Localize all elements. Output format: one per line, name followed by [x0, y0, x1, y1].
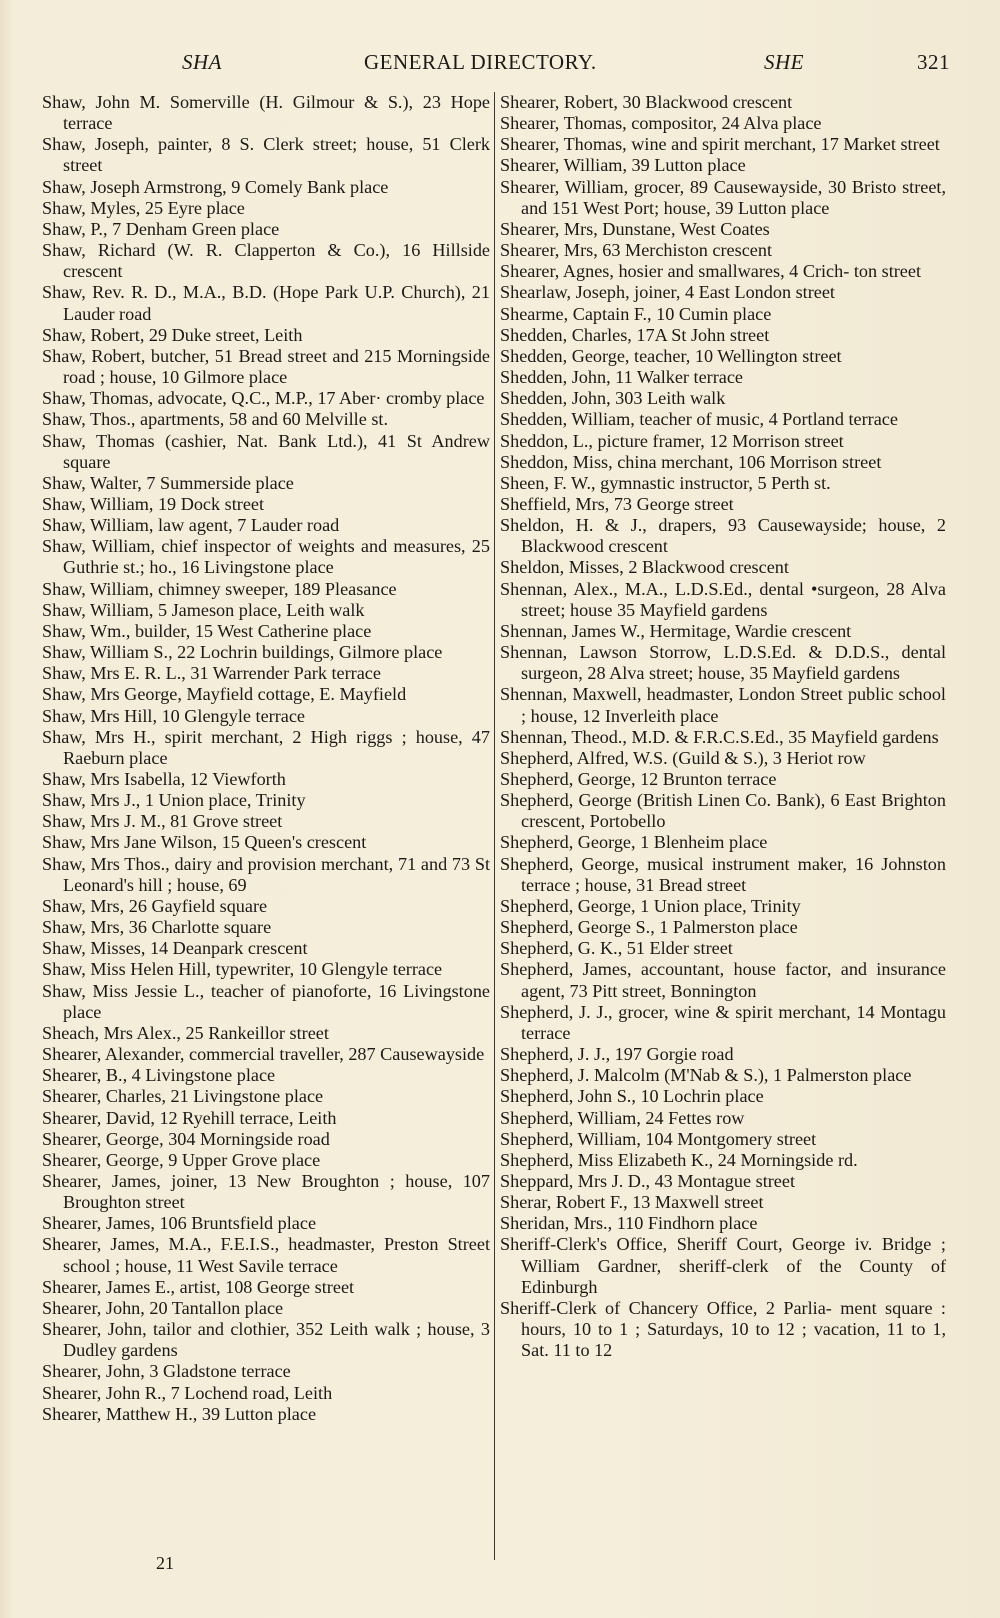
directory-entry: Shepherd, William, 104 Montgomery street: [500, 1128, 817, 1149]
directory-entry: Shaw, William, chimney sweeper, 189 Pleasance: [42, 578, 397, 599]
directory-entry: Shaw, William, 19 Dock street: [42, 493, 265, 514]
directory-entry: Shearer, Mrs, Dunstane, West Coates: [500, 218, 770, 239]
directory-entry: Shaw, Mrs George, Mayfield cottage, E. Mayfield: [42, 684, 407, 705]
directory-entry: Shearer, Agnes, hosier and smallwares, 4 Crich- ton street: [500, 261, 922, 282]
directory-entry: Sheldon, Misses, 2 Blackwood crescent: [500, 557, 789, 578]
directory-entry: Shepherd, J. Malcolm (M'Nab & S.), 1 Palmerston place: [500, 1065, 912, 1086]
directory-entry: Shearer, George, 9 Upper Grove place: [42, 1149, 321, 1170]
directory-entry: Shaw, Misses, 14 Deanpark crescent: [42, 938, 308, 959]
directory-entry: Shedden, John, 303 Leith walk: [500, 388, 726, 409]
directory-entry: Shearlaw, Joseph, joiner, 4 East London street: [500, 282, 835, 303]
directory-entry: Sheriff-Clerk's Office, Sheriff Court, George iv. Bridge ; William Gardner, sheriff-clerk of the County of Edinburgh: [500, 1234, 946, 1297]
directory-entry: Shearer, William, 39 Lutton place: [500, 155, 746, 176]
directory-entry: Shaw, William S., 22 Lochrin buildings, Gilmore place: [42, 642, 443, 663]
directory-entry: Shearer, John, 3 Gladstone terrace: [42, 1361, 291, 1382]
directory-entry: Shaw, Mrs J. M., 81 Grove street: [42, 811, 283, 832]
directory-entry: Shearer, John R., 7 Lochend road, Leith: [42, 1382, 333, 1403]
directory-entry: Shearer, Mrs, 63 Merchiston crescent: [500, 240, 772, 261]
header-left-guide: SHA: [182, 50, 222, 74]
directory-entry: Shaw, P., 7 Denham Green place: [42, 218, 280, 239]
directory-entry: Sheen, F. W., gymnastic instructor, 5 Perth st.: [500, 472, 831, 493]
directory-entry: Sheddon, L., picture framer, 12 Morrison street: [500, 430, 844, 451]
directory-entry: Shearer, James, 106 Bruntsfield place: [42, 1213, 317, 1234]
directory-entry: Shepherd, George, musical instrument maker, 16 Johnston terrace ; house, 31 Bread street: [500, 853, 946, 895]
directory-entry: Sheridan, Mrs., 110 Findhorn place: [500, 1213, 758, 1234]
directory-entry: Shaw, Rev. R. D., M.A., B.D. (Hope Park U.P. Church), 21 Lauder road: [42, 282, 490, 324]
directory-entry: Shaw, John M. Somerville (H. Gilmour & S.), 23 Hope terrace: [42, 92, 490, 134]
directory-entry: Shepherd, George, 1 Blenheim place: [500, 832, 768, 853]
directory-entry: Shaw, Mrs J., 1 Union place, Trinity: [42, 790, 306, 811]
running-header: [40, 50, 960, 80]
directory-entry: Shepherd, Miss Elizabeth K., 24 Morningside rd.: [500, 1149, 858, 1170]
directory-entry: Shepherd, George, 12 Brunton terrace: [500, 769, 777, 789]
directory-entry: Shaw, Joseph Armstrong, 9 Comely Bank place: [42, 176, 389, 197]
directory-entry: Shepherd, George (British Linen Co. Bank), 6 East Brighton crescent, Portobello: [500, 790, 946, 832]
directory-entry: Shaw, Miss Helen Hill, typewriter, 10 Glengyle terrace: [42, 959, 443, 980]
directory-entry: Shennan, Alex., M.A., L.D.S.Ed., dental •surgeon, 28 Alva street; house 35 Mayfield gardens: [500, 578, 946, 620]
directory-entry: Shaw, Robert, butcher, 51 Bread street and 215 Morningside road ; house, 10 Gilmore place: [42, 345, 490, 388]
directory-entry: Shearer, B., 4 Livingstone place: [42, 1065, 276, 1086]
directory-entry: Sheddon, Miss, china merchant, 106 Morrison street: [500, 451, 882, 472]
directory-entry: Shepherd, J. J., grocer, wine & spirit merchant, 14 Montagu terrace: [500, 1001, 946, 1043]
directory-entry: Shepherd, John S., 10 Lochrin place: [500, 1086, 764, 1107]
directory-entry: Shaw, William, law agent, 7 Lauder road: [42, 515, 340, 536]
directory-entry: Shearer, James, M.A., F.E.I.S., headmaster, Preston Street school ; house, 11 West Savile terrace: [42, 1234, 490, 1276]
left-column: [42, 92, 490, 1425]
directory-entry: Shaw, Mrs, 36 Charlotte square: [42, 917, 272, 938]
directory-entry: Shearer, George, 304 Morningside road: [42, 1128, 330, 1149]
directory-entry: Shepherd, G. K., 51 Elder street: [500, 938, 733, 959]
directory-entry: Shaw, Walter, 7 Summerside place: [42, 472, 294, 493]
directory-entry: Sheppard, Mrs J. D., 43 Montague street: [500, 1170, 795, 1191]
directory-entry: Shaw, Myles, 25 Eyre place: [42, 197, 245, 218]
directory-entry: Shaw, Mrs Hill, 10 Glengyle terrace: [42, 705, 305, 726]
header-title: GENERAL DIRECTORY.: [364, 50, 597, 74]
directory-entry: Shaw, Richard (W. R. Clapperton & Co.), 16 Hillside crescent: [42, 240, 490, 282]
directory-entry: Shennan, Theod., M.D. & F.R.C.S.Ed., 35 Mayfield gardens: [500, 726, 939, 747]
directory-entry: Shepherd, J. J., 197 Gorgie road: [500, 1044, 734, 1065]
directory-entry: Sheldon, H. & J., drapers, 93 Causewayside; house, 2 Blackwood crescent: [500, 515, 946, 557]
directory-entry: Shearer, Matthew H., 39 Lutton place: [42, 1403, 317, 1424]
directory-entry: Shaw, Wm., builder, 15 West Catherine place: [42, 620, 372, 641]
directory-entry: Sheriff-Clerk of Chancery Office, 2 Parlia- ment square : hours, 10 to 1 ; Saturdays, 10 to 12 ; vacation, 11 to 1, Sat. 11 to 12: [500, 1297, 946, 1361]
directory-entry: Shepherd, Alfred, W.S. (Guild & S.), 3 Heriot row: [500, 747, 866, 768]
directory-entry: Shaw, Mrs Jane Wilson, 15 Queen's crescent: [42, 832, 367, 853]
directory-entry: Shaw, Thomas (cashier, Nat. Bank Ltd.), 41 St Andrew square: [42, 430, 490, 472]
directory-entry: Shaw, Mrs E. R. L., 31 Warrender Park terrace: [42, 663, 381, 684]
directory-entry: Shepherd, George S., 1 Palmerston place: [500, 917, 798, 938]
directory-entry: Shearer, Alexander, commercial traveller, 287 Causewayside: [42, 1044, 485, 1065]
directory-entry: Shaw, Miss Jessie L., teacher of pianoforte, 16 Livingstone place: [42, 980, 490, 1022]
directory-entry: Shaw, William, 5 Jameson place, Leith walk: [42, 599, 365, 620]
directory-entry: Shearer, William, grocer, 89 Causewayside, 30 Bristo street, and 151 West Port; house, 39 Lutton place: [500, 176, 946, 218]
directory-entry: Shedden, George, teacher, 10 Wellington street: [500, 345, 842, 366]
directory-entry: Shearer, Robert, 30 Blackwood crescent: [500, 92, 793, 112]
directory-entry: Shaw, Thos., apartments, 58 and 60 Melville st.: [42, 409, 389, 430]
column-divider: [494, 92, 495, 1560]
directory-entry: Shearme, Captain F., 10 Cumin place: [500, 303, 772, 324]
directory-entry: Shearer, John, 20 Tantallon place: [42, 1297, 284, 1318]
directory-entry: Shaw, Mrs H., spirit merchant, 2 High riggs ; house, 47 Raeburn place: [42, 726, 490, 768]
directory-entry: Sherar, Robert F., 13 Maxwell street: [500, 1192, 764, 1213]
directory-entry: Shearer, Thomas, wine and spirit merchant, 17 Market street: [500, 134, 940, 155]
directory-entry: Shaw, Thomas, advocate, Q.C., M.P., 17 Aber· cromby place: [42, 388, 485, 409]
directory-entry: Shearer, Thomas, compositor, 24 Alva place: [500, 113, 822, 134]
directory-entry: Shennan, Maxwell, headmaster, London Street public school ; house, 12 Inverleith place: [500, 684, 946, 726]
directory-entry: Shaw, Joseph, painter, 8 S. Clerk street; house, 51 Clerk street: [42, 134, 490, 176]
directory-entry: Shedden, William, teacher of music, 4 Portland terrace: [500, 409, 898, 430]
directory-entry: Shedden, John, 11 Walker terrace: [500, 367, 743, 388]
directory-entry: Shearer, John, tailor and clothier, 352 Leith walk ; house, 3 Dudley gardens: [42, 1319, 490, 1361]
directory-entry: Shearer, James, joiner, 13 New Broughton ; house, 107 Broughton street: [42, 1170, 490, 1213]
directory-entry: Sheffield, Mrs, 73 George street: [500, 493, 734, 514]
directory-entry: Sheach, Mrs Alex., 25 Rankeillor street: [42, 1022, 329, 1043]
directory-entry: Shaw, Mrs Thos., dairy and provision merchant, 71 and 73 St Leonard's hill ; house, 69: [42, 853, 490, 895]
directory-entry: Shennan, James W., Hermitage, Wardie crescent: [500, 620, 852, 641]
directory-entry: Shaw, Mrs, 26 Gayfield square: [42, 895, 268, 916]
directory-entry: Shearer, Charles, 21 Livingstone place: [42, 1086, 324, 1107]
directory-entry: Shaw, Mrs Isabella, 12 Viewforth: [42, 769, 286, 789]
directory-entry: Shearer, David, 12 Ryehill terrace, Leith: [42, 1107, 337, 1128]
directory-entry: Shepherd, George, 1 Union place, Trinity: [500, 895, 801, 916]
directory-entry: Shaw, William, chief inspector of weights and measures, 25 Guthrie st.; ho., 16 Livingstone place: [42, 536, 490, 578]
directory-entry: Shearer, James E., artist, 108 George street: [42, 1276, 355, 1297]
directory-entry: Shaw, Robert, 29 Duke street, Leith: [42, 324, 303, 345]
directory-entry: Shepherd, James, accountant, house factor, and insurance agent, 73 Pitt street, Bonnington: [500, 959, 946, 1001]
directory-entry: Shepherd, William, 24 Fettes row: [500, 1107, 745, 1128]
directory-entry: Shennan, Lawson Storrow, L.D.S.Ed. & D.D.S., dental surgeon, 28 Alva street; house, 35 Mayfield gardens: [500, 642, 946, 684]
signature-mark: 21: [156, 1553, 174, 1573]
directory-entry: Shedden, Charles, 17A St John street: [500, 324, 770, 345]
page-number: 321: [917, 50, 950, 74]
right-column: [500, 92, 946, 1361]
header-right-guide: SHE: [764, 50, 804, 74]
